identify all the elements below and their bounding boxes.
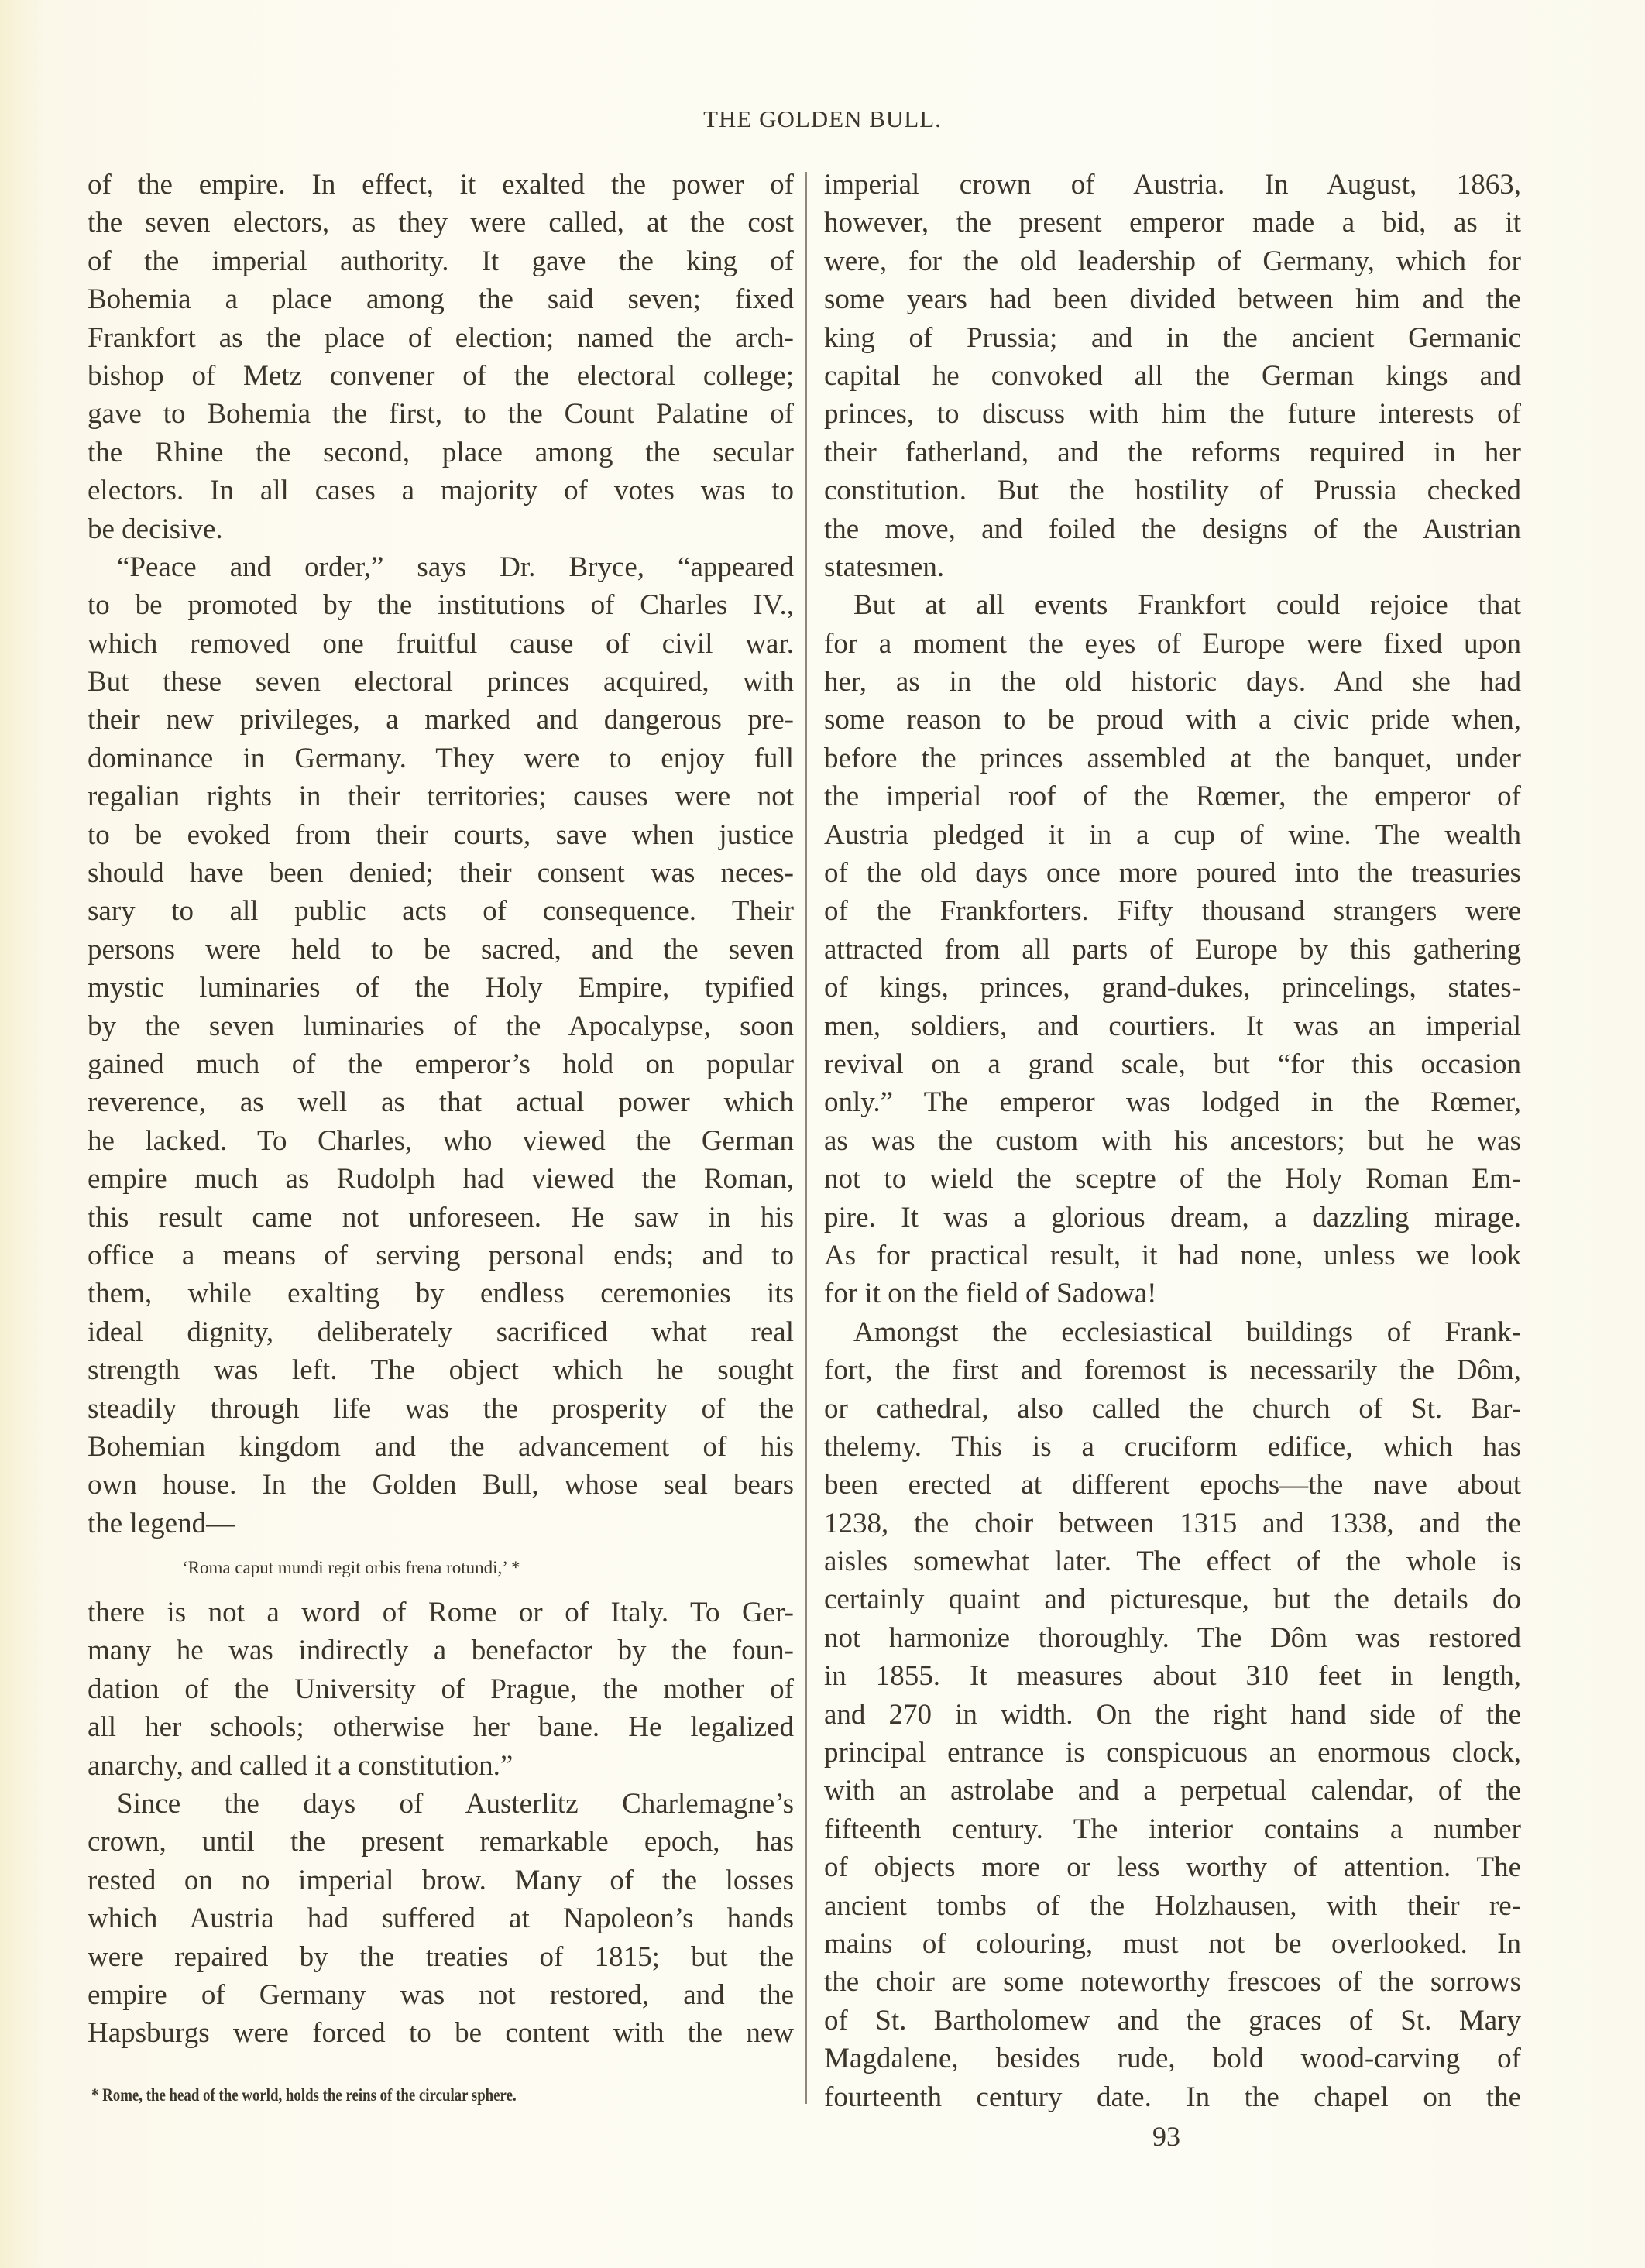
text-line: mains of colouring, must not be overlooked. In — [824, 1927, 1521, 1960]
text-line: the choir are some noteworthy frescoes of the sorrows — [824, 1966, 1521, 1999]
text-line: which Austria had suffered at Napoleon’s hands — [88, 1903, 794, 1935]
text-line: were repaired by the treaties of 1815; but the — [88, 1940, 794, 1973]
text-line: rested on no imperial brow. Many of the losses — [88, 1864, 794, 1896]
text-line: in 1855. It measures about 310 feet in length, — [824, 1660, 1521, 1693]
text-line: of the empire. In effect, it exalted the power of — [88, 169, 794, 201]
text-line: should have been denied; their consent was neces- — [88, 857, 794, 890]
paragraph — [824, 1313, 1521, 2116]
paragraph — [88, 548, 794, 1542]
text-line: ideal dignity, deliberately sacrificed what real — [88, 1316, 794, 1348]
text-line: own house. In the Golden Bull, whose seal bears — [88, 1469, 794, 1501]
text-line: Hapsburgs were forced to be content with the new — [88, 2017, 794, 2050]
text-line: Austria pledged it in a cup of wine. The wealth — [824, 818, 1521, 851]
text-line: the Rhine the second, place among the secular — [88, 436, 794, 468]
text-line: with an astrolabe and a perpetual calendar, of the — [824, 1775, 1521, 1807]
footnote: * Rome, the head of the world, holds the reins of the circular sphere. — [91, 2085, 517, 2105]
text-line: “Peace and order,” says Dr. Bryce, “appeared — [117, 551, 794, 583]
text-line: principal entrance is conspicuous an enormous clock, — [824, 1737, 1521, 1769]
text-line: But at all events Frankfort could rejoice that — [853, 589, 1521, 622]
text-line: Amongst the ecclesiastical buildings of Frank- — [853, 1316, 1521, 1348]
text-line: reverence, as well as that actual power which — [88, 1086, 794, 1119]
text-line: before the princes assembled at the banquet, under — [824, 742, 1521, 774]
text-line: certainly quaint and picturesque, but the details do — [824, 1583, 1521, 1616]
text-line: 1238, the choir between 1315 and 1338, and the — [824, 1507, 1521, 1539]
text-line: of the Frankforters. Fifty thousand strangers were — [824, 895, 1521, 928]
text-line: as was the custom with his ancestors; but he was — [824, 1124, 1521, 1157]
text-line: capital he convoked all the German kings and — [824, 359, 1521, 392]
text-line: some reason to be proud with a civic pride when, — [824, 704, 1521, 736]
text-line: by the seven luminaries of the Apocalypse, soon — [88, 1010, 794, 1042]
text-line: office a means of serving personal ends; and to — [88, 1239, 794, 1271]
text-line: sary to all public acts of consequence. Their — [88, 895, 794, 928]
text-line: But these seven electoral princes acquired, with — [88, 666, 794, 698]
text-line: regalian rights in their territories; causes were not — [88, 781, 794, 813]
text-line: to be promoted by the institutions of Charles IV., — [88, 589, 794, 622]
text-line: or cathedral, also called the church of St. Bar- — [824, 1392, 1521, 1425]
text-line: their fatherland, and the reforms required in her — [824, 436, 1521, 468]
text-line: not harmonize thoroughly. The Dôm was restored — [824, 1621, 1521, 1654]
text-line: anarchy, and called it a constitution.” — [88, 1749, 513, 1782]
text-line: her, as in the old historic days. And she had — [824, 666, 1521, 698]
text-line: and 270 in width. On the right hand side of the — [824, 1698, 1521, 1731]
text-line: some years had been divided between him and the — [824, 283, 1521, 316]
text-line: mystic luminaries of the Holy Empire, typified — [88, 972, 794, 1004]
text-line: been erected at different epochs—the nave about — [824, 1469, 1521, 1501]
paragraph — [88, 166, 794, 548]
running-header: THE GOLDEN BULL. — [703, 105, 942, 132]
text-line: constitution. But the hostility of Prussia checked — [824, 475, 1521, 507]
text-line: aisles somewhat later. The effect of the whole is — [824, 1546, 1521, 1578]
text-line: Magdalene, besides rude, bold wood-carving of — [824, 2043, 1521, 2075]
text-line: the seven electors, as they were called, at the cost — [88, 207, 794, 239]
text-line: Since the days of Austerlitz Charlemagne’s — [117, 1788, 794, 1820]
text-line: of the old days once more poured into the treasuries — [824, 857, 1521, 890]
text-line: empire much as Rudolph had viewed the Roman, — [88, 1163, 794, 1196]
text-line: of the imperial authority. It gave the king of — [88, 245, 794, 277]
text-line: of objects more or less worthy of attention. The — [824, 1851, 1521, 1884]
text-line: steadily through life was the prosperity of the — [88, 1392, 794, 1425]
text-line: the imperial roof of the Rœmer, the emperor of — [824, 781, 1521, 813]
page-number-container — [0, 2120, 1645, 2153]
text-line: strength was left. The object which he sought — [88, 1354, 794, 1387]
text-line: ancient tombs of the Holzhausen, with their re- — [824, 1889, 1521, 1922]
text-line: Frankfort as the place of election; named the arch- — [88, 321, 794, 354]
text-line: for it on the field of Sadowa! — [824, 1278, 1157, 1310]
text-line: Bohemia a place among the said seven; fixed — [88, 283, 794, 316]
quote-line: ‘Roma caput mundi regit orbis frena rotundi,’ * — [182, 1558, 520, 1578]
text-line: empire of Germany was not restored, and the — [88, 1978, 794, 2011]
text-line: dation of the University of Prague, the mother of — [88, 1673, 794, 1705]
text-line: princes, to discuss with him the future interests of — [824, 398, 1521, 431]
text-line: he lacked. To Charles, who viewed the German — [88, 1124, 794, 1157]
text-line: of kings, princes, grand-dukes, princelings, states- — [824, 972, 1521, 1004]
text-line: of St. Bartholomew and the graces of St. Mary — [824, 2004, 1521, 2036]
text-line: king of Prussia; and in the ancient Germanic — [824, 321, 1521, 354]
text-line: many he was indirectly a benefactor by the foun- — [88, 1635, 794, 1667]
text-line: gained much of the emperor’s hold on popular — [88, 1048, 794, 1080]
text-line: fifteenth century. The interior contains a number — [824, 1813, 1521, 1845]
text-line: were, for the old leadership of Germany, which for — [824, 245, 1521, 277]
text-line: attracted from all parts of Europe by this gathering — [824, 933, 1521, 966]
paragraph — [824, 166, 1521, 586]
text-line: to be evoked from their courts, save when justice — [88, 818, 794, 851]
text-line: crown, until the present remarkable epoch, has — [88, 1826, 794, 1858]
text-line: which removed one fruitful cause of civil war. — [88, 627, 794, 660]
text-line: pire. It was a glorious dream, a dazzling mirage. — [824, 1201, 1521, 1234]
text-line: imperial crown of Austria. In August, 1863, — [824, 169, 1521, 201]
text-line: them, while exalting by endless ceremonies its — [88, 1278, 794, 1310]
text-line: this result came not unforeseen. He saw in his — [88, 1201, 794, 1234]
text-line: men, soldiers, and courtiers. It was an imperial — [824, 1010, 1521, 1042]
block-quote — [88, 1542, 794, 1594]
text-line: As for practical result, it had none, unless we look — [824, 1239, 1521, 1271]
text-line: Bohemian kingdom and the advancement of his — [88, 1430, 794, 1463]
text-line: bishop of Metz convener of the electoral college; — [88, 359, 794, 392]
text-line: all her schools; otherwise her bane. He legalized — [88, 1711, 794, 1744]
text-line: however, the present emperor made a bid, as it — [824, 207, 1521, 239]
text-line: thelemy. This is a cruciform edifice, which has — [824, 1430, 1521, 1463]
paragraph — [88, 1594, 794, 1785]
text-line: the move, and foiled the designs of the Austrian — [824, 513, 1521, 545]
column-divider — [805, 172, 807, 2104]
left-column — [88, 166, 794, 2053]
text-line: not to wield the sceptre of the Holy Roman Em- — [824, 1163, 1521, 1196]
text-line: statesmen. — [824, 551, 945, 583]
text-line: only.” The emperor was lodged in the Rœmer, — [824, 1086, 1521, 1119]
right-column — [824, 166, 1521, 2116]
text-line: the legend— — [88, 1507, 235, 1539]
text-line: there is not a word of Rome or of Italy. To Ger- — [88, 1597, 794, 1629]
paragraph — [824, 586, 1521, 1312]
text-line: their new privileges, a marked and dangerous pre- — [88, 704, 794, 736]
text-line: be decisive. — [88, 513, 223, 545]
text-line: fourteenth century date. In the chapel on the — [824, 2081, 1521, 2113]
page-number: 93 — [1152, 2121, 1180, 2152]
text-line: for a moment the eyes of Europe were fixed upon — [824, 627, 1521, 660]
text-line: persons were held to be sacred, and the seven — [88, 933, 794, 966]
paragraph — [88, 1785, 794, 2053]
text-line: dominance in Germany. They were to enjoy full — [88, 742, 794, 774]
text-line: revival on a grand scale, but “for this occasion — [824, 1048, 1521, 1080]
text-line: electors. In all cases a majority of votes was to — [88, 475, 794, 507]
text-line: fort, the first and foremost is necessarily the Dôm, — [824, 1354, 1521, 1387]
text-line: gave to Bohemia the first, to the Count Palatine of — [88, 398, 794, 431]
